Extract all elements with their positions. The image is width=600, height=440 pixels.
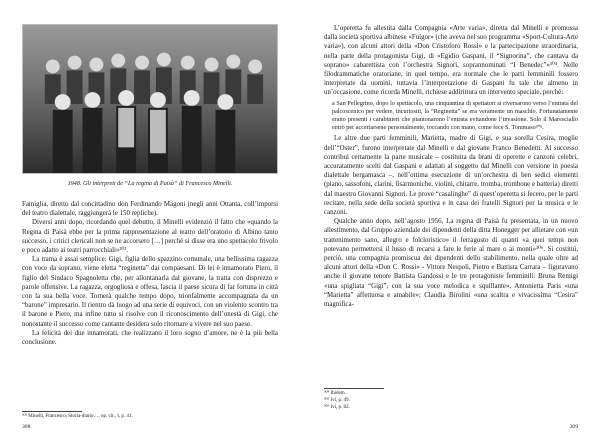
left-paragraph-4: La felicità dei due innamorati, che realizzano il loro sogno d’amore, ne è la più bella conclusione. [22,329,278,347]
right-paragraph-1: L’operetta fu allestita dalla Compagnia «Arte varia», diretta dal Minelli e promossa dalla società sportiva albinese «Fulgor» (che aveva nel suo programma «Sport-Cultura-Arte varia»), con alcuni attori della «Don Cristoforo Rossi» e la partecipazione straordinaria, nella parte della protagonista Gigi, di «Egidio Gaspani, il “Signorina”, che cantava da soprano» cabarettista con l’orchestra Signori, soprannominati “I Benedec”»³⁰⁴. Nelle filodrammatiche oratoriane, in quel tempo, era normale che le parti femminili fossero interpretate da uomini, tuttavia l’interpretazione di Gaspani fu tale che almeno in un’occasione, come ricorda Minelli, richiese addirittura un intervento speciale, perché: [324,25,578,97]
right-page [300,0,600,440]
right-footnote-306: ³⁰⁶ Ivi, p. 82. [324,405,350,410]
left-paragraph-3: La trama è assai semplice: Gigi, figlia dello spazzino comunale, una bellissima ragazza con voce da soprano, viene eletta “reginetta” dai compaesani. Di lei è innamorato Piero, il figlio del Sindaco Spagnoletta che, per allontanarla dal giovane, la tratta con disprezzo e parole offensive. La ragazza, orgogliosa e offesa, lascia il paese sicura di far fortuna in città con la sua bella voce. Tornerà qualche tempo dopo, trionfalmente accompagnata da un “barone” impresario. Il rientro dà luogo ad una serie di equivoci, con un violento scontro tra il barone e Piero, ma infine tutto si risolve con il riconoscimento dell’onestà di Gigi, che nonostante il successo come cantante desidera solo ritornare a vivere nel suo paese. [22,256,278,328]
left-footnote-rule [22,411,82,412]
left-paragraph-2: Diversi anni dopo, ricordando quel debutto, il Minelli evidenziò il fatto che «quando la Regina di Paisà ebbe per la prima rappresentazione al teatro dell’oratorio di Albino tanto successo, i critici clericali non se ne accorsero […] perché si disse era uno spettacolo frivolo e poco adatto ai teatri parrocchiali»³⁰³. [22,219,278,255]
historic-photo [22,24,278,174]
block-quote: a San Pellegrino, dopo lo spettacolo, una cinquantina di spettatori si riversarono verso l’entrata del palcoscenico per vedere, incuriositi, la “Reginetta” se era veramente un maschio. Fortunatamente erano presenti i carabinieri che piantonarono l’entrata evitandone l’invasione. Solo il Maresciallo entrò per accertarsene personalmente, toccando con mano, come fece S. Tommaso³⁰⁵. [332,99,578,132]
right-footnote-rule [324,388,384,389]
right-body-text [324,24,578,309]
right-paragraph-3: Qualche anno dopo, nell’agosto 1956, La regina di Paisà fu presentata, in un nuovo allestimento, dal Gruppo aziendale dei dipendenti della ditta Honegger per allietare con «un trattenimento sano, allegro e folcloristico» il ferragosto di quanti «a quei tempi non potevano permettersi il lusso di recarsi a fare le ferie al mare o ai monti»³⁰⁶. Si costituì, perciò, una compagnia promiscua dei dipendenti dello stabilimento, nella quale oltre ad alcuni attori della «Don C. Rossi» - Vittore Nespoli, Pietro e Battista Carrara – figuravano anche il giovane tenore Battista Gandossi e le tre protagoniste femminili: Bruna Remigi «una spigliata “Gigi”, con la sua voce melodica e squillante», Antonietta Paris «una “Marietta” affettuosa e amabile»; Claudia Birolini «una scaltra e vivacissima “Cesira” magnifica- [324,218,578,309]
right-footnote-304: ³⁰⁴ Ibidem. [324,391,346,396]
left-body-text [22,200,278,347]
left-paragraph-1: Famiglia, diretto dal concittadino don Ferdinando Magoni (negli anni Ottanta, coll’imporsi del teatro dialettale, raggiungerà le 150 repliche). [22,201,278,218]
photo-illustration [23,25,277,173]
right-footnote-305: ³⁰⁵ Ivi, p. 49. [324,398,350,403]
left-page-number: 308 [22,424,31,430]
left-footnote: ³⁰³ Minelli, Francesco, Storia-diario…, op. cit., I, p. 41. [22,414,133,419]
right-page-number: 309 [569,424,578,430]
right-paragraph-2: Le altre due parti femminili, Marietta, madre di Gigi, e sua sorella Cesira, moglie dell’“Oster”, furono interpretate dal Minelli e dal giovane Franco Benedetti. Al successo contribuì certamente la parte musicale – costituita da brani di operette e canzoni celebri, accuratamente scelti dal Gaspani e adattati al soggetto dal Minelli con versione in poesia dialettale bergamasca –, nell’ottima esecuzione di un’orchestra di ben sedici elementi (piano, sassofoni, clarini, fisarmoniche, violini, chitarre, tromba, trombone e batteria) diretti dal maestro Giovanni Signori. Le prove “casalinghe” di quest’operetta si fecero, per le parti recitate, nella sede della società sportiva e in casa dei fratelli Signori per la musica e le canzoni. [324,135,578,217]
photo-caption: 1948. Gli interpreti de “La regina di Paisà” di Francesco Minelli. [67,180,233,187]
